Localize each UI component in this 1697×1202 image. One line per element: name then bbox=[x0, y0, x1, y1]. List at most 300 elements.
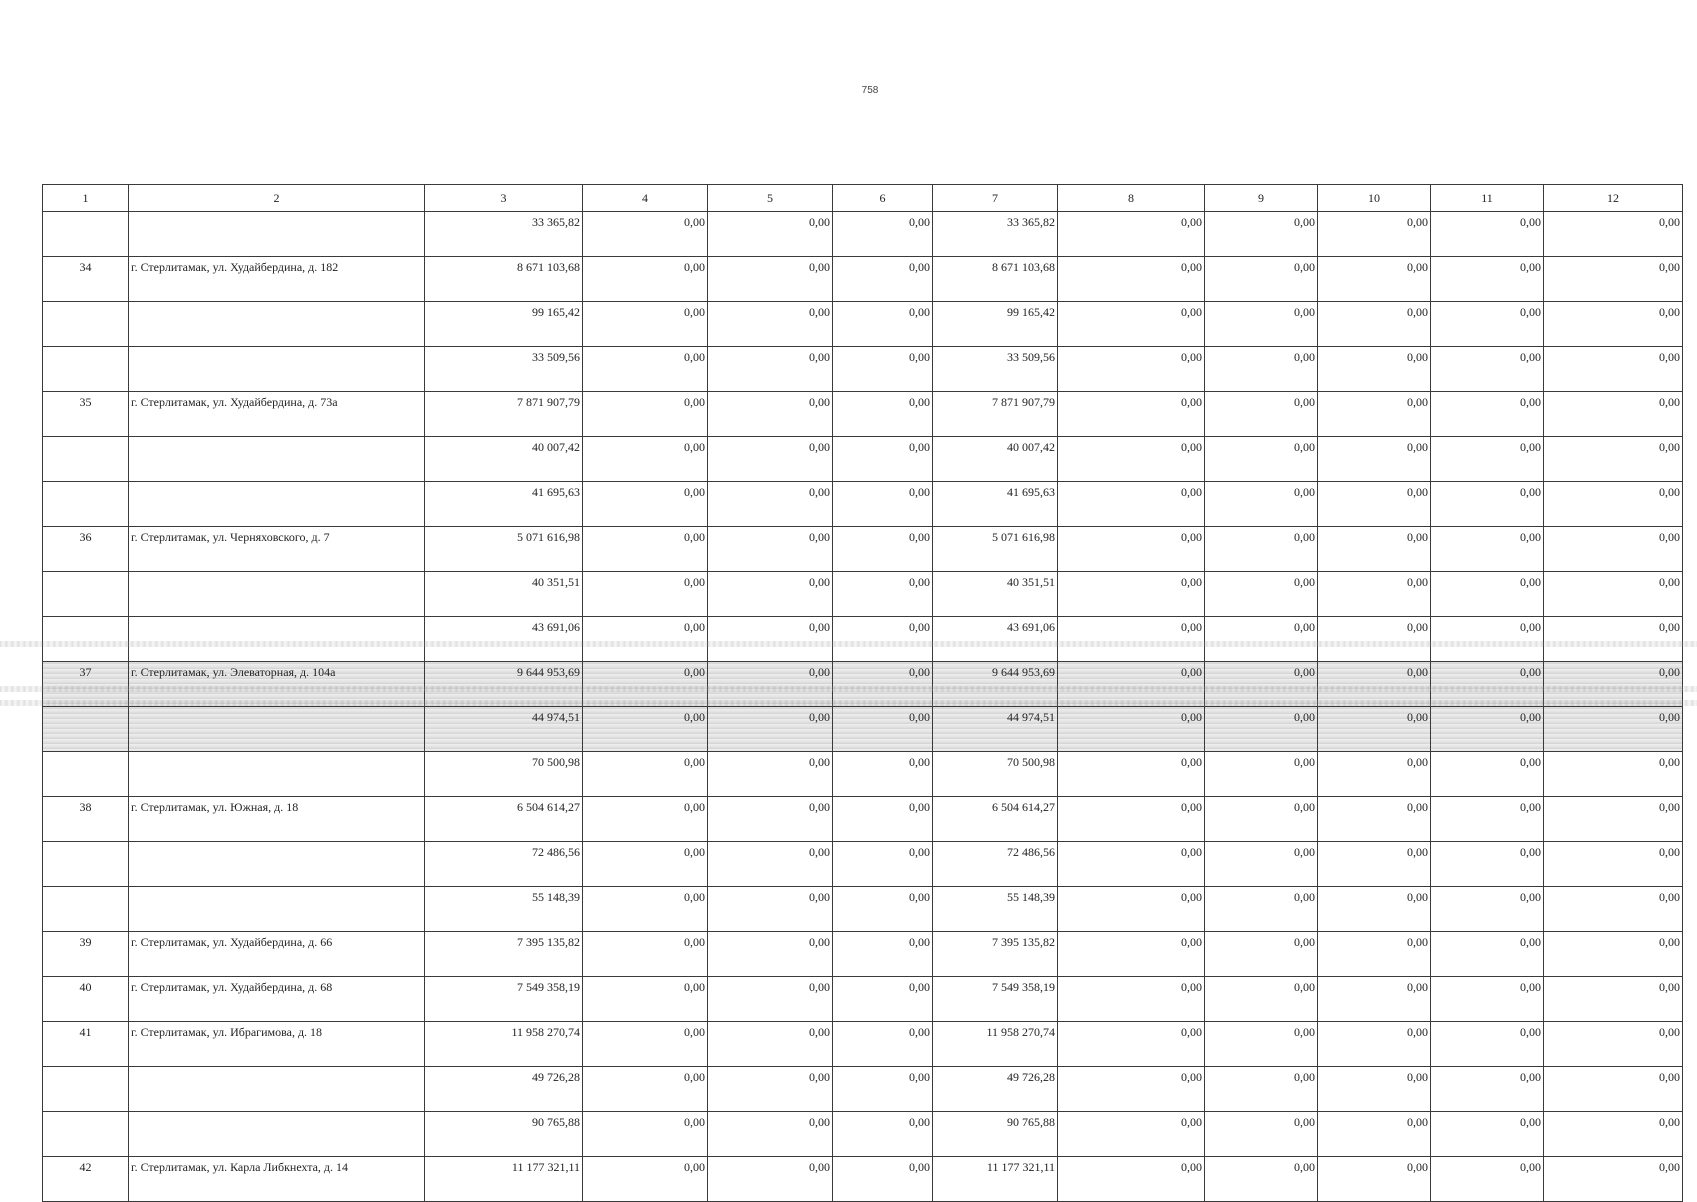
value-cell: 0,00 bbox=[1205, 527, 1318, 572]
column-header: 6 bbox=[833, 185, 933, 212]
address-cell: г. Стерлитамак, ул. Карла Либкнехта, д. 14 bbox=[129, 1157, 425, 1202]
row-number-cell bbox=[43, 707, 129, 752]
value-cell: 0,00 bbox=[833, 1022, 933, 1067]
value-cell: 7 871 907,79 bbox=[425, 392, 583, 437]
address-cell bbox=[129, 482, 425, 527]
value-cell: 0,00 bbox=[583, 212, 708, 257]
value-cell: 0,00 bbox=[1544, 1157, 1683, 1202]
value-cell: 0,00 bbox=[708, 527, 833, 572]
value-cell: 7 549 358,19 bbox=[933, 977, 1058, 1022]
value-cell: 0,00 bbox=[1205, 887, 1318, 932]
value-cell: 0,00 bbox=[1544, 842, 1683, 887]
row-number-cell bbox=[43, 212, 129, 257]
value-cell: 0,00 bbox=[583, 662, 708, 707]
row-number-cell bbox=[43, 842, 129, 887]
value-cell: 0,00 bbox=[1544, 797, 1683, 842]
value-cell: 0,00 bbox=[1544, 707, 1683, 752]
value-cell: 72 486,56 bbox=[425, 842, 583, 887]
value-cell: 0,00 bbox=[833, 302, 933, 347]
row-number-cell: 36 bbox=[43, 527, 129, 572]
column-header: 7 bbox=[933, 185, 1058, 212]
value-cell: 9 644 953,69 bbox=[933, 662, 1058, 707]
row-number-cell bbox=[43, 572, 129, 617]
table-row bbox=[43, 437, 1683, 482]
value-cell: 0,00 bbox=[1318, 932, 1431, 977]
table-row bbox=[43, 1112, 1683, 1157]
value-cell: 0,00 bbox=[1205, 662, 1318, 707]
table-row bbox=[43, 527, 1683, 572]
value-cell: 0,00 bbox=[833, 212, 933, 257]
value-cell: 0,00 bbox=[1544, 1067, 1683, 1112]
value-cell: 0,00 bbox=[1318, 257, 1431, 302]
value-cell: 0,00 bbox=[1205, 302, 1318, 347]
value-cell: 0,00 bbox=[833, 842, 933, 887]
table-row bbox=[43, 797, 1683, 842]
value-cell: 7 549 358,19 bbox=[425, 977, 583, 1022]
value-cell: 33 365,82 bbox=[933, 212, 1058, 257]
value-cell: 0,00 bbox=[1544, 977, 1683, 1022]
value-cell: 0,00 bbox=[1205, 482, 1318, 527]
value-cell: 0,00 bbox=[708, 572, 833, 617]
address-cell: г. Стерлитамак, ул. Ибрагимова, д. 18 bbox=[129, 1022, 425, 1067]
value-cell: 0,00 bbox=[583, 1067, 708, 1112]
value-cell: 0,00 bbox=[708, 932, 833, 977]
value-cell: 0,00 bbox=[708, 752, 833, 797]
value-cell: 0,00 bbox=[583, 572, 708, 617]
value-cell: 0,00 bbox=[1544, 392, 1683, 437]
value-cell: 40 007,42 bbox=[933, 437, 1058, 482]
value-cell: 0,00 bbox=[1318, 437, 1431, 482]
row-number-cell bbox=[43, 752, 129, 797]
column-header: 9 bbox=[1205, 185, 1318, 212]
value-cell: 0,00 bbox=[1544, 572, 1683, 617]
value-cell: 0,00 bbox=[583, 347, 708, 392]
value-cell: 0,00 bbox=[833, 257, 933, 302]
value-cell: 0,00 bbox=[1431, 1112, 1544, 1157]
table-row bbox=[43, 572, 1683, 617]
value-cell: 0,00 bbox=[1318, 842, 1431, 887]
value-cell: 0,00 bbox=[1058, 842, 1205, 887]
column-header: 10 bbox=[1318, 185, 1431, 212]
value-cell: 9 644 953,69 bbox=[425, 662, 583, 707]
value-cell: 0,00 bbox=[708, 347, 833, 392]
value-cell: 0,00 bbox=[833, 797, 933, 842]
value-cell: 0,00 bbox=[583, 1157, 708, 1202]
value-cell: 0,00 bbox=[833, 887, 933, 932]
value-cell: 0,00 bbox=[1544, 662, 1683, 707]
row-number-cell bbox=[43, 302, 129, 347]
value-cell: 0,00 bbox=[833, 1157, 933, 1202]
value-cell: 0,00 bbox=[583, 527, 708, 572]
value-cell: 0,00 bbox=[708, 797, 833, 842]
table-row bbox=[43, 932, 1683, 977]
value-cell: 41 695,63 bbox=[425, 482, 583, 527]
value-cell: 0,00 bbox=[1544, 932, 1683, 977]
value-cell: 0,00 bbox=[1058, 572, 1205, 617]
value-cell: 33 509,56 bbox=[933, 347, 1058, 392]
value-cell: 0,00 bbox=[1058, 887, 1205, 932]
address-cell bbox=[129, 617, 425, 662]
value-cell: 6 504 614,27 bbox=[933, 797, 1058, 842]
value-cell: 0,00 bbox=[1318, 527, 1431, 572]
value-cell: 0,00 bbox=[1205, 977, 1318, 1022]
table-row bbox=[43, 617, 1683, 662]
value-cell: 0,00 bbox=[1431, 392, 1544, 437]
value-cell: 0,00 bbox=[833, 662, 933, 707]
value-cell: 0,00 bbox=[708, 392, 833, 437]
address-cell: г. Стерлитамак, ул. Худайбердина, д. 68 bbox=[129, 977, 425, 1022]
column-header: 3 bbox=[425, 185, 583, 212]
value-cell: 0,00 bbox=[1431, 842, 1544, 887]
value-cell: 0,00 bbox=[583, 932, 708, 977]
value-cell: 44 974,51 bbox=[425, 707, 583, 752]
value-cell: 33 365,82 bbox=[425, 212, 583, 257]
value-cell: 0,00 bbox=[708, 1157, 833, 1202]
value-cell: 0,00 bbox=[583, 977, 708, 1022]
value-cell: 8 671 103,68 bbox=[425, 257, 583, 302]
value-cell: 0,00 bbox=[1318, 977, 1431, 1022]
row-number-cell: 42 bbox=[43, 1157, 129, 1202]
table-row bbox=[43, 1022, 1683, 1067]
value-cell: 55 148,39 bbox=[425, 887, 583, 932]
value-cell: 90 765,88 bbox=[425, 1112, 583, 1157]
value-cell: 41 695,63 bbox=[933, 482, 1058, 527]
address-cell bbox=[129, 887, 425, 932]
value-cell: 0,00 bbox=[583, 1022, 708, 1067]
value-cell: 0,00 bbox=[708, 482, 833, 527]
value-cell: 0,00 bbox=[1205, 1067, 1318, 1112]
value-cell: 11 177 321,11 bbox=[933, 1157, 1058, 1202]
value-cell: 0,00 bbox=[1431, 1067, 1544, 1112]
value-cell: 0,00 bbox=[708, 842, 833, 887]
address-cell bbox=[129, 1067, 425, 1112]
value-cell: 0,00 bbox=[1058, 1067, 1205, 1112]
value-cell: 0,00 bbox=[1318, 212, 1431, 257]
row-number-cell: 39 bbox=[43, 932, 129, 977]
value-cell: 0,00 bbox=[1205, 347, 1318, 392]
value-cell: 11 177 321,11 bbox=[425, 1157, 583, 1202]
value-cell: 43 691,06 bbox=[933, 617, 1058, 662]
value-cell: 0,00 bbox=[1205, 392, 1318, 437]
value-cell: 0,00 bbox=[708, 887, 833, 932]
table-row bbox=[43, 1157, 1683, 1202]
value-cell: 0,00 bbox=[1058, 662, 1205, 707]
value-cell: 0,00 bbox=[1205, 212, 1318, 257]
table-row bbox=[43, 662, 1683, 707]
value-cell: 49 726,28 bbox=[933, 1067, 1058, 1112]
value-cell: 44 974,51 bbox=[933, 707, 1058, 752]
value-cell: 0,00 bbox=[708, 302, 833, 347]
value-cell: 0,00 bbox=[1544, 1022, 1683, 1067]
value-cell: 0,00 bbox=[1205, 572, 1318, 617]
value-cell: 0,00 bbox=[1058, 212, 1205, 257]
table-row bbox=[43, 707, 1683, 752]
table-row bbox=[43, 482, 1683, 527]
value-cell: 0,00 bbox=[583, 302, 708, 347]
value-cell: 0,00 bbox=[1205, 617, 1318, 662]
value-cell: 0,00 bbox=[1058, 977, 1205, 1022]
value-cell: 0,00 bbox=[1544, 437, 1683, 482]
value-cell: 0,00 bbox=[1544, 752, 1683, 797]
value-cell: 0,00 bbox=[833, 707, 933, 752]
address-cell: г. Стерлитамак, ул. Худайбердина, д. 66 bbox=[129, 932, 425, 977]
row-number-cell bbox=[43, 437, 129, 482]
value-cell: 0,00 bbox=[708, 662, 833, 707]
value-cell: 0,00 bbox=[1431, 212, 1544, 257]
value-cell: 7 871 907,79 bbox=[933, 392, 1058, 437]
value-cell: 70 500,98 bbox=[425, 752, 583, 797]
value-cell: 0,00 bbox=[1318, 707, 1431, 752]
table-row bbox=[43, 392, 1683, 437]
table-body bbox=[43, 212, 1683, 1202]
address-cell bbox=[129, 842, 425, 887]
value-cell: 8 671 103,68 bbox=[933, 257, 1058, 302]
value-cell: 0,00 bbox=[1544, 257, 1683, 302]
address-cell: г. Стерлитамак, ул. Южная, д. 18 bbox=[129, 797, 425, 842]
value-cell: 0,00 bbox=[708, 257, 833, 302]
value-cell: 0,00 bbox=[1318, 797, 1431, 842]
value-cell: 0,00 bbox=[1318, 887, 1431, 932]
page-number: 758 bbox=[861, 85, 879, 96]
row-number-cell bbox=[43, 482, 129, 527]
value-cell: 0,00 bbox=[1318, 1022, 1431, 1067]
value-cell: 0,00 bbox=[1544, 1112, 1683, 1157]
value-cell: 0,00 bbox=[1431, 347, 1544, 392]
row-number-cell: 35 bbox=[43, 392, 129, 437]
address-cell: г. Стерлитамак, ул. Черняховского, д. 7 bbox=[129, 527, 425, 572]
value-cell: 0,00 bbox=[708, 1067, 833, 1112]
value-cell: 0,00 bbox=[833, 482, 933, 527]
value-cell: 0,00 bbox=[1205, 1157, 1318, 1202]
table-row bbox=[43, 302, 1683, 347]
value-cell: 0,00 bbox=[1544, 527, 1683, 572]
value-cell: 0,00 bbox=[833, 572, 933, 617]
address-cell: г. Стерлитамак, ул. Худайбердина, д. 73а bbox=[129, 392, 425, 437]
column-header: 4 bbox=[583, 185, 708, 212]
value-cell: 0,00 bbox=[833, 392, 933, 437]
address-cell bbox=[129, 347, 425, 392]
table-row bbox=[43, 977, 1683, 1022]
address-cell bbox=[129, 437, 425, 482]
value-cell: 0,00 bbox=[1431, 662, 1544, 707]
value-cell: 0,00 bbox=[1205, 437, 1318, 482]
value-cell: 0,00 bbox=[708, 977, 833, 1022]
value-cell: 0,00 bbox=[708, 617, 833, 662]
value-cell: 0,00 bbox=[1431, 707, 1544, 752]
value-cell: 0,00 bbox=[1544, 482, 1683, 527]
value-cell: 0,00 bbox=[1318, 617, 1431, 662]
value-cell: 0,00 bbox=[583, 887, 708, 932]
value-cell: 0,00 bbox=[1058, 1112, 1205, 1157]
table-row bbox=[43, 1067, 1683, 1112]
value-cell: 0,00 bbox=[833, 527, 933, 572]
address-cell bbox=[129, 302, 425, 347]
value-cell: 0,00 bbox=[1318, 662, 1431, 707]
value-cell: 0,00 bbox=[1058, 797, 1205, 842]
column-header: 8 bbox=[1058, 185, 1205, 212]
value-cell: 0,00 bbox=[583, 482, 708, 527]
address-cell bbox=[129, 212, 425, 257]
value-cell: 0,00 bbox=[583, 797, 708, 842]
value-cell: 0,00 bbox=[1205, 932, 1318, 977]
value-cell: 99 165,42 bbox=[933, 302, 1058, 347]
value-cell: 0,00 bbox=[1431, 257, 1544, 302]
value-cell: 0,00 bbox=[1431, 1022, 1544, 1067]
value-cell: 0,00 bbox=[1058, 617, 1205, 662]
value-cell: 0,00 bbox=[708, 212, 833, 257]
value-cell: 0,00 bbox=[833, 752, 933, 797]
row-number-cell: 41 bbox=[43, 1022, 129, 1067]
value-cell: 0,00 bbox=[1058, 482, 1205, 527]
value-cell: 0,00 bbox=[833, 977, 933, 1022]
value-cell: 0,00 bbox=[1058, 752, 1205, 797]
value-cell: 0,00 bbox=[583, 842, 708, 887]
column-header: 5 bbox=[708, 185, 833, 212]
value-cell: 0,00 bbox=[1431, 482, 1544, 527]
value-cell: 0,00 bbox=[1058, 1157, 1205, 1202]
row-number-cell bbox=[43, 887, 129, 932]
address-cell bbox=[129, 707, 425, 752]
value-cell: 0,00 bbox=[1431, 572, 1544, 617]
value-cell: 0,00 bbox=[833, 1067, 933, 1112]
value-cell: 0,00 bbox=[583, 1112, 708, 1157]
value-cell: 0,00 bbox=[1544, 347, 1683, 392]
value-cell: 0,00 bbox=[1431, 752, 1544, 797]
value-cell: 0,00 bbox=[1431, 437, 1544, 482]
value-cell: 0,00 bbox=[1431, 1157, 1544, 1202]
value-cell: 40 007,42 bbox=[425, 437, 583, 482]
table-row bbox=[43, 842, 1683, 887]
value-cell: 0,00 bbox=[708, 707, 833, 752]
row-number-cell: 37 bbox=[43, 662, 129, 707]
column-header: 1 bbox=[43, 185, 129, 212]
table-row bbox=[43, 212, 1683, 257]
value-cell: 0,00 bbox=[1318, 1067, 1431, 1112]
row-number-cell bbox=[43, 347, 129, 392]
value-cell: 0,00 bbox=[1431, 527, 1544, 572]
value-cell: 0,00 bbox=[583, 257, 708, 302]
value-cell: 0,00 bbox=[1544, 302, 1683, 347]
value-cell: 55 148,39 bbox=[933, 887, 1058, 932]
row-number-cell: 40 bbox=[43, 977, 129, 1022]
value-cell: 0,00 bbox=[1318, 1157, 1431, 1202]
row-number-cell bbox=[43, 1112, 129, 1157]
address-cell bbox=[129, 752, 425, 797]
row-number-cell bbox=[43, 1067, 129, 1112]
value-cell: 99 165,42 bbox=[425, 302, 583, 347]
value-cell: 0,00 bbox=[1205, 797, 1318, 842]
value-cell: 0,00 bbox=[1318, 572, 1431, 617]
value-cell: 72 486,56 bbox=[933, 842, 1058, 887]
value-cell: 0,00 bbox=[1318, 392, 1431, 437]
value-cell: 0,00 bbox=[1058, 932, 1205, 977]
column-header-row bbox=[43, 185, 1683, 212]
column-header: 2 bbox=[129, 185, 425, 212]
value-cell: 6 504 614,27 bbox=[425, 797, 583, 842]
column-header: 11 bbox=[1431, 185, 1544, 212]
value-cell: 0,00 bbox=[1431, 797, 1544, 842]
value-cell: 0,00 bbox=[833, 437, 933, 482]
value-cell: 40 351,51 bbox=[425, 572, 583, 617]
address-cell: г. Стерлитамак, ул. Худайбердина, д. 182 bbox=[129, 257, 425, 302]
address-cell: г. Стерлитамак, ул. Элеваторная, д. 104а bbox=[129, 662, 425, 707]
row-number-cell bbox=[43, 617, 129, 662]
value-cell: 0,00 bbox=[1544, 617, 1683, 662]
value-cell: 0,00 bbox=[1205, 752, 1318, 797]
value-cell: 0,00 bbox=[833, 932, 933, 977]
value-cell: 5 071 616,98 bbox=[425, 527, 583, 572]
value-cell: 0,00 bbox=[1058, 437, 1205, 482]
data-table bbox=[42, 184, 1683, 1202]
value-cell: 0,00 bbox=[1431, 977, 1544, 1022]
value-cell: 0,00 bbox=[708, 437, 833, 482]
value-cell: 40 351,51 bbox=[933, 572, 1058, 617]
value-cell: 0,00 bbox=[708, 1112, 833, 1157]
value-cell: 0,00 bbox=[1318, 482, 1431, 527]
value-cell: 90 765,88 bbox=[933, 1112, 1058, 1157]
value-cell: 0,00 bbox=[1318, 302, 1431, 347]
value-cell: 11 958 270,74 bbox=[933, 1022, 1058, 1067]
value-cell: 0,00 bbox=[1431, 932, 1544, 977]
value-cell: 5 071 616,98 bbox=[933, 527, 1058, 572]
value-cell: 49 726,28 bbox=[425, 1067, 583, 1112]
value-cell: 0,00 bbox=[833, 1112, 933, 1157]
value-cell: 0,00 bbox=[1058, 302, 1205, 347]
value-cell: 0,00 bbox=[583, 752, 708, 797]
value-cell: 0,00 bbox=[1318, 1112, 1431, 1157]
table-row bbox=[43, 257, 1683, 302]
value-cell: 0,00 bbox=[1058, 347, 1205, 392]
value-cell: 0,00 bbox=[583, 437, 708, 482]
value-cell: 7 395 135,82 bbox=[425, 932, 583, 977]
value-cell: 0,00 bbox=[1205, 707, 1318, 752]
table-row bbox=[43, 752, 1683, 797]
value-cell: 0,00 bbox=[1058, 527, 1205, 572]
value-cell: 0,00 bbox=[1058, 257, 1205, 302]
value-cell: 0,00 bbox=[1318, 752, 1431, 797]
value-cell: 11 958 270,74 bbox=[425, 1022, 583, 1067]
value-cell: 0,00 bbox=[1205, 842, 1318, 887]
column-header: 12 bbox=[1544, 185, 1683, 212]
value-cell: 0,00 bbox=[1205, 1022, 1318, 1067]
row-number-cell: 38 bbox=[43, 797, 129, 842]
value-cell: 43 691,06 bbox=[425, 617, 583, 662]
value-cell: 0,00 bbox=[1058, 392, 1205, 437]
value-cell: 70 500,98 bbox=[933, 752, 1058, 797]
value-cell: 0,00 bbox=[583, 392, 708, 437]
value-cell: 0,00 bbox=[1205, 257, 1318, 302]
value-cell: 0,00 bbox=[833, 617, 933, 662]
table-row bbox=[43, 347, 1683, 392]
address-cell bbox=[129, 572, 425, 617]
value-cell: 0,00 bbox=[1544, 887, 1683, 932]
value-cell: 0,00 bbox=[1058, 1022, 1205, 1067]
address-cell bbox=[129, 1112, 425, 1157]
value-cell: 0,00 bbox=[1431, 617, 1544, 662]
value-cell: 0,00 bbox=[583, 617, 708, 662]
value-cell: 7 395 135,82 bbox=[933, 932, 1058, 977]
value-cell: 0,00 bbox=[583, 707, 708, 752]
value-cell: 0,00 bbox=[833, 347, 933, 392]
value-cell: 0,00 bbox=[708, 1022, 833, 1067]
value-cell: 33 509,56 bbox=[425, 347, 583, 392]
row-number-cell: 34 bbox=[43, 257, 129, 302]
value-cell: 0,00 bbox=[1058, 707, 1205, 752]
value-cell: 0,00 bbox=[1431, 302, 1544, 347]
value-cell: 0,00 bbox=[1431, 887, 1544, 932]
value-cell: 0,00 bbox=[1318, 347, 1431, 392]
value-cell: 0,00 bbox=[1544, 212, 1683, 257]
